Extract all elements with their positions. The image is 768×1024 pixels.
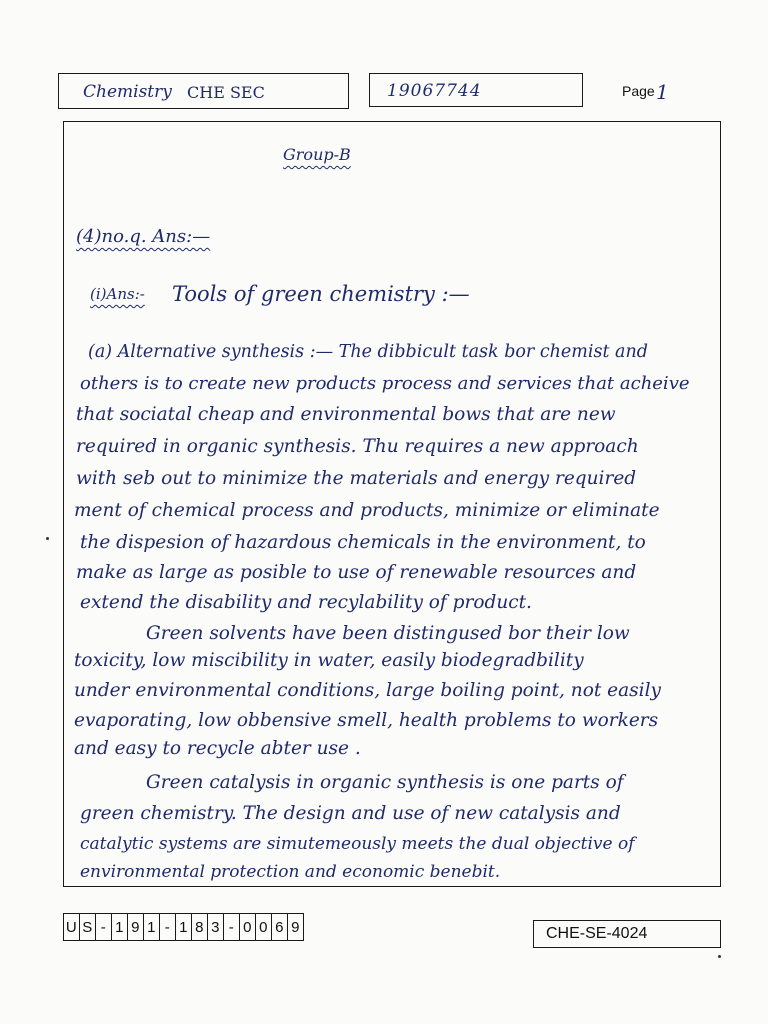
- registration-cell: 0: [255, 913, 273, 941]
- roll-number-box: [369, 73, 583, 107]
- registration-cell: -: [159, 913, 177, 941]
- registration-cell: 1: [175, 913, 193, 941]
- registration-cell: 9: [287, 913, 305, 941]
- registration-cell: 9: [127, 913, 145, 941]
- answer-line: make as large as posible to use of renewable resources and: [76, 562, 637, 583]
- sub-answer-heading: Tools of green chemistry :—: [172, 282, 470, 306]
- answer-line: Green solvents have been distingused bor their low: [146, 623, 630, 644]
- answer-line: others is to create new products process and services that acheive: [80, 373, 690, 394]
- paper-code-text: CHE SEC: [187, 83, 265, 102]
- answer-line: catalytic systems are simutemeously meets the dual objective of: [80, 834, 635, 854]
- registration-cell: U: [63, 913, 81, 941]
- answer-line: with seb out to minimize the materials and energy required: [76, 468, 637, 489]
- answer-line: environmental protection and economic benebit.: [80, 862, 501, 882]
- ink-dot: [718, 955, 721, 958]
- answer-line: and easy to recycle abter use .: [74, 738, 361, 759]
- answer-line: evaporating, low obbensive smell, health problems to workers: [74, 710, 659, 731]
- registration-cell: S: [79, 913, 97, 941]
- answer-line: Green catalysis in organic synthesis is one parts of: [146, 772, 624, 793]
- answer-line: toxicity, low miscibility in water, easily biodegradbility: [74, 650, 584, 671]
- registration-cell: 0: [239, 913, 257, 941]
- registration-cell: -: [223, 913, 241, 941]
- registration-cell: 3: [207, 913, 225, 941]
- answer-line: the dispesion of hazardous chemicals in the environment, to: [80, 532, 646, 553]
- answer-line: under environmental conditions, large boiling point, not easily: [74, 680, 661, 701]
- page-number: 1: [656, 80, 669, 104]
- page-label: Page: [622, 83, 655, 99]
- registration-cell: 6: [271, 913, 289, 941]
- sub-answer-label: (i)Ans:-: [90, 285, 145, 303]
- sheet-code-box: [533, 920, 721, 948]
- answer-line: (a) Alternative synthesis :— The dibbicult task bor chemist and: [88, 342, 648, 362]
- ink-dot: [46, 537, 49, 540]
- subject-text: Chemistry: [83, 82, 172, 102]
- question-heading: (4)no.q. Ans:—: [76, 226, 211, 247]
- registration-cell: 8: [191, 913, 209, 941]
- registration-cell: -: [95, 913, 113, 941]
- answer-line: green chemistry. The design and use of new catalysis and: [80, 803, 621, 824]
- answer-line: that sociatal cheap and environmental bows that are new: [76, 404, 616, 425]
- registration-number-boxes: [64, 913, 304, 941]
- sheet-code-text: CHE-SE-4024: [546, 925, 648, 942]
- answer-line: required in organic synthesis. Thu requires a new approach: [76, 436, 639, 457]
- registration-cell: 1: [143, 913, 161, 941]
- subject-box: [58, 73, 349, 109]
- roll-number-text: 19067744: [387, 81, 482, 101]
- answer-line: ment of chemical process and products, minimize or eliminate: [74, 500, 660, 521]
- answer-line: extend the disability and recylability of product.: [80, 592, 532, 613]
- group-heading: Group-B: [283, 145, 351, 164]
- registration-cell: 1: [111, 913, 129, 941]
